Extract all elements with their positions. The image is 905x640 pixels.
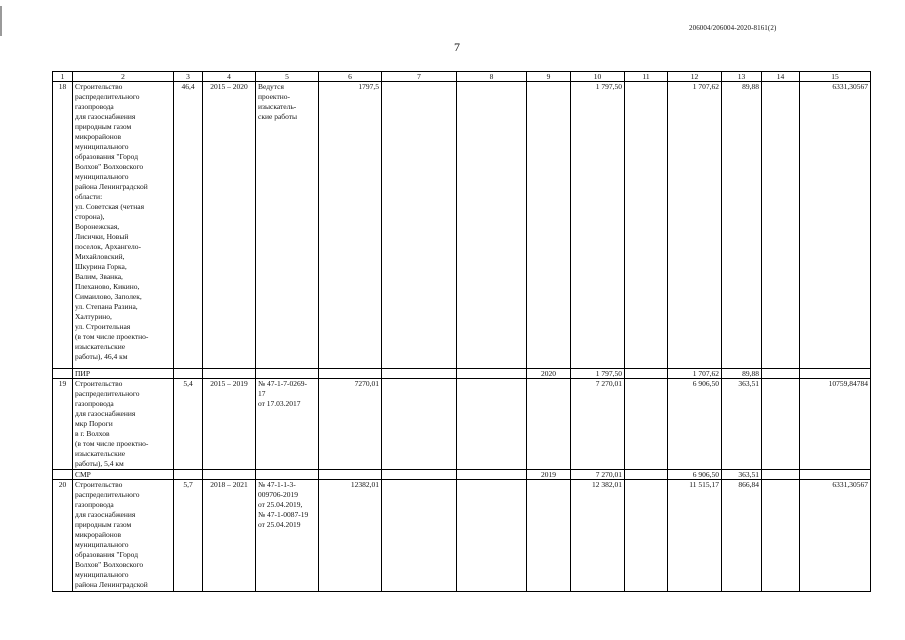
period: 2015 – 2020 [203,82,256,369]
value-col12: 6 906,50 [668,470,722,480]
column-number-row [53,72,871,82]
value-col13: 363,51 [722,379,762,470]
column-header: 6 [319,72,382,82]
empty-cell [800,369,871,379]
document-id: 206004/206004-2020-8161(2) [689,24,777,32]
empty-cell [762,480,800,592]
object-name: Строительство распределительного газопровода для газоснабжения природным газом микрорайонов муниципального образования "Город Волхов" Волховского муниципального района Ленинградской [73,480,174,592]
value-col12: 6 906,50 [668,379,722,470]
empty-cell [174,470,203,480]
empty-cell [256,369,319,379]
estimated-cost: 12382,01 [319,480,382,592]
object-name: Строительство распределительного газопровода для газоснабжения мкр Пороги в г. Волхов (в том числе проектно- изыскательские работы), 5,4 км [73,379,174,470]
empty-cell [53,470,73,480]
empty-cell [457,82,527,369]
value-col10: 1 797,50 [571,82,625,369]
value-col13: 89,88 [722,369,762,379]
length-km: 5,4 [174,379,203,470]
empty-cell [457,470,527,480]
scan-margin-mark [0,6,2,36]
value-col13: 363,51 [722,470,762,480]
column-header: 3 [174,72,203,82]
empty-cell [762,379,800,470]
row-number: 18 [53,82,73,369]
empty-cell [382,480,457,592]
column-header: 1 [53,72,73,82]
empty-cell [203,470,256,480]
empty-cell [625,470,668,480]
empty-cell [762,82,800,369]
value-col12: 11 515,17 [668,480,722,592]
column-header: 14 [762,72,800,82]
column-header: 8 [457,72,527,82]
table-row [53,480,871,592]
empty-cell [625,379,668,470]
value-col12: 1 707,62 [668,82,722,369]
period: 2015 – 2019 [203,379,256,470]
length-km: 46,4 [174,82,203,369]
table-row [53,82,871,369]
estimated-cost: 7270,01 [319,379,382,470]
empty-cell [457,369,527,379]
investment-table [52,71,871,592]
table-subrow [53,369,871,379]
column-header: 13 [722,72,762,82]
empty-cell [762,369,800,379]
empty-cell [457,379,527,470]
year: 2020 [527,369,571,379]
object-name: Строительство распределительного газопровода для газоснабжения природным газом микрорайонов муниципального образования "Город Волхов" Волховского муниципального района Ленинградской области: ул. Советская (четная сторона), Воронежская, Лисички, Новый поселок, Архангело- Михайловский, Шкурина Горка, Валим, Званка, Плеханово, Кикино, Симаилово, Заполек, ул. Степана Разина, Халтурино, ул. Строительная (в том числе проектно- изыскательские работы), 46,4 км [73,82,174,369]
value-col10: 1 797,50 [571,369,625,379]
empty-cell [382,369,457,379]
value-col10: 12 382,01 [571,480,625,592]
column-header: 12 [668,72,722,82]
length-km: 5,7 [174,480,203,592]
work-type: СМР [73,470,174,480]
column-header: 2 [73,72,174,82]
value-col13: 89,88 [722,82,762,369]
empty-cell [527,480,571,592]
empty-cell [256,470,319,480]
row-number: 19 [53,379,73,470]
empty-cell [174,369,203,379]
page-number: 7 [454,40,460,54]
empty-cell [625,369,668,379]
value-col10: 7 270,01 [571,470,625,480]
value-col15: 6331,30567 [800,82,871,369]
empty-cell [319,369,382,379]
empty-cell [625,480,668,592]
year: 2019 [527,470,571,480]
table-subrow [53,470,871,480]
period: 2018 – 2021 [203,480,256,592]
value-col10: 7 270,01 [571,379,625,470]
value-col13: 866,84 [722,480,762,592]
empty-cell [53,369,73,379]
empty-cell [527,379,571,470]
empty-cell [625,82,668,369]
document-status: № 47-1-1-3- 009706-2019 от 25.04.2019, № 47-1-0087-19 от 25.04.2019 [256,480,319,592]
empty-cell [382,470,457,480]
column-header: 4 [203,72,256,82]
column-header: 15 [800,72,871,82]
row-number: 20 [53,480,73,592]
empty-cell [319,470,382,480]
column-header: 11 [625,72,668,82]
empty-cell [527,82,571,369]
document-status: Ведутся проектно- изыскатель- ские работы [256,82,319,369]
column-header: 9 [527,72,571,82]
empty-cell [203,369,256,379]
column-header: 5 [256,72,319,82]
empty-cell [457,480,527,592]
estimated-cost: 1797,5 [319,82,382,369]
column-header: 10 [571,72,625,82]
column-header: 7 [382,72,457,82]
empty-cell [800,470,871,480]
value-col15: 10759,84784 [800,379,871,470]
table-row [53,379,871,470]
value-col15: 6331,30567 [800,480,871,592]
document-status: № 47-1-7-0269- 17 от 17.03.2017 [256,379,319,470]
empty-cell [382,82,457,369]
empty-cell [382,379,457,470]
empty-cell [762,470,800,480]
value-col12: 1 707,62 [668,369,722,379]
work-type: ПИР [73,369,174,379]
